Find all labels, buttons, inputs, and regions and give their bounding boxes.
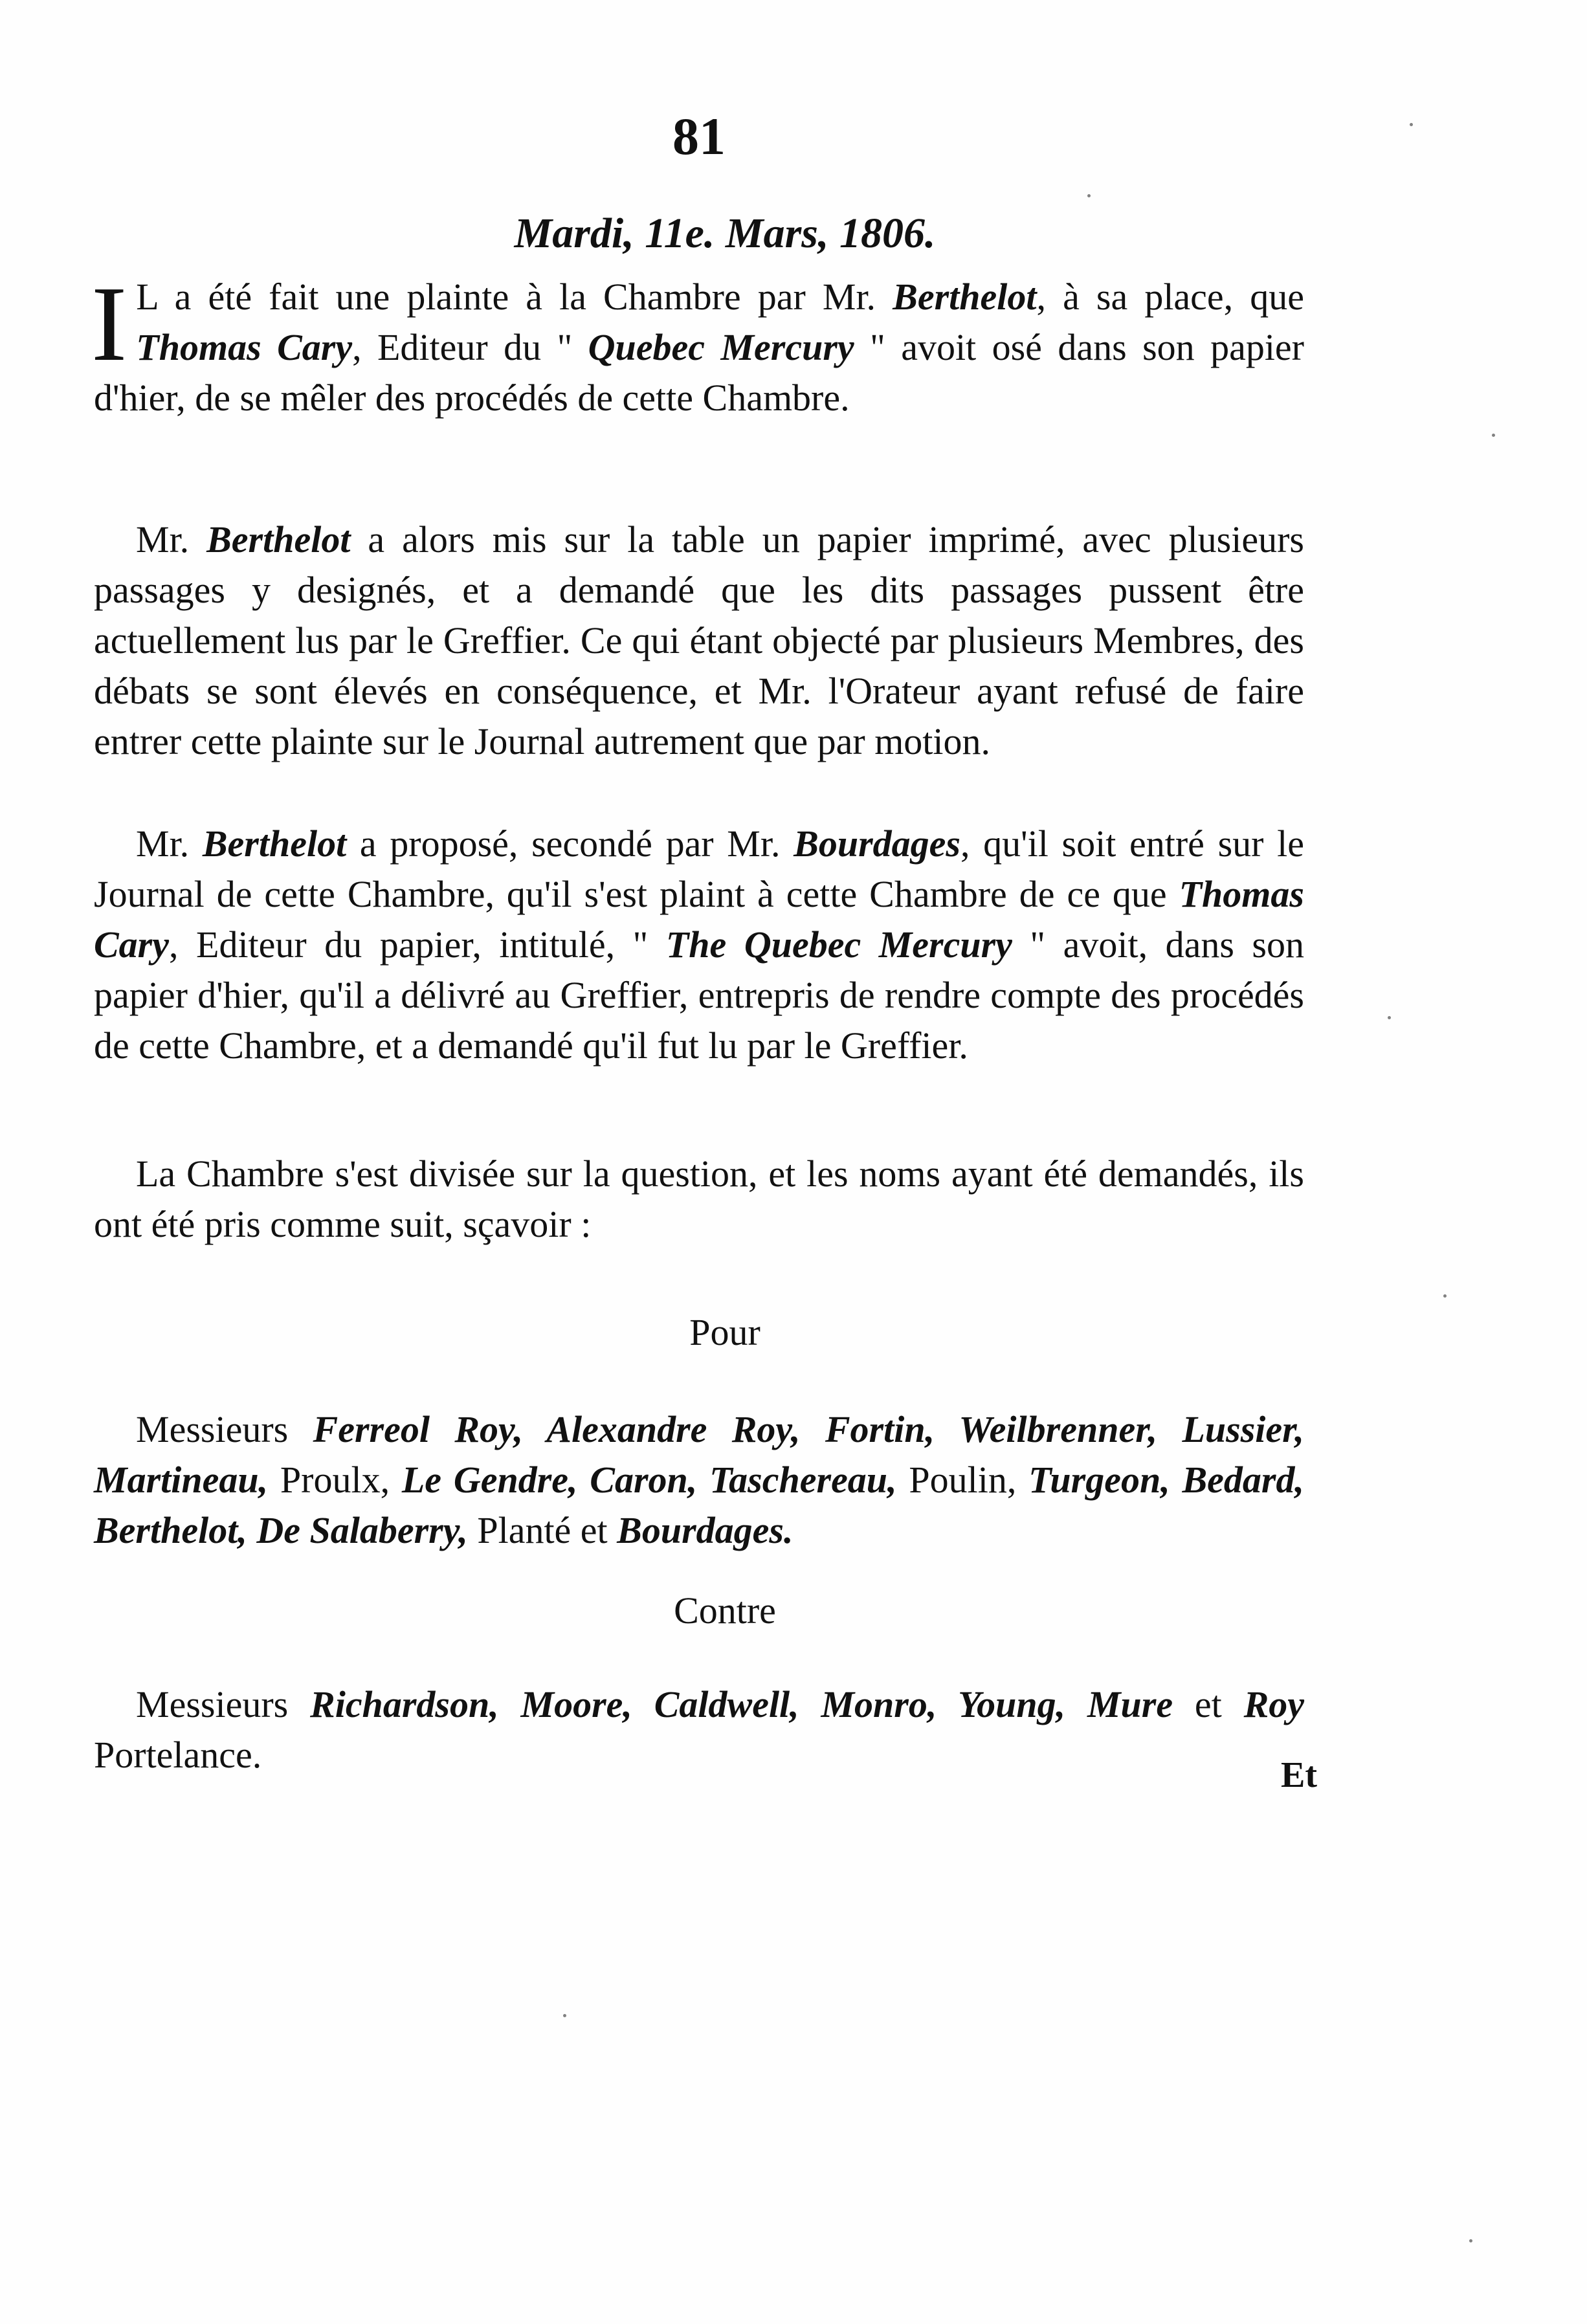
italic-text-run: Bourdages.: [617, 1509, 794, 1551]
paper-speck: [1469, 2239, 1472, 2242]
italic-text-run: Thomas Cary: [136, 326, 353, 368]
text-run: , Editeur du papier, intitulé, ": [169, 924, 666, 966]
text-run: Planté et: [467, 1509, 617, 1551]
contre-names-list: [94, 1679, 1304, 1780]
italic-text-run: Ferreol Roy, Alexandre Roy, Fortin, Weilbrenner, Lussier, Martineau,: [94, 1408, 1304, 1501]
text-run: , à sa place, que: [1036, 276, 1304, 318]
session-date-heading: Mardi, 11e. Mars, 1806.: [514, 210, 936, 257]
italic-text-run: Berthelot: [893, 276, 1037, 318]
text-run: Mr.: [136, 823, 203, 865]
contre-heading: Contre: [674, 1589, 776, 1632]
printed-paper-paragraph-text: [94, 518, 1304, 762]
italic-text-run: Turgeon, Bedard, Berthelot, De Salaberry,: [94, 1459, 1304, 1551]
text-run: Messieurs: [136, 1683, 311, 1725]
paper-speck: [1087, 194, 1091, 197]
italic-text-run: The Quebec Mercury: [665, 924, 1012, 966]
text-run: , Editeur du ": [352, 326, 588, 368]
text-run: Mr.: [136, 518, 207, 560]
italic-text-run: Thomas Cary: [94, 873, 1304, 966]
paper-speck: [1388, 1016, 1391, 1019]
text-run: La Chambre s'est divisée sur la question, et les noms ayant été demandés, ils ont été pris comme suit, sçavoir :: [94, 1153, 1304, 1245]
complaint-paragraph: [91, 264, 1304, 423]
paper-speck: [1410, 123, 1413, 126]
text-run: " avoit, dans son papier d'hier, qu'il a délivré au Greffier, entrepris de rendre compte des procédés de cette Chambre, et a demandé qu'il fut lu par le Greffier.: [94, 924, 1304, 1067]
italic-text-run: Roy: [1243, 1683, 1304, 1725]
text-run: et: [1173, 1683, 1244, 1725]
text-run: " avoit osé dans son papier d'hier, de se mêler des procédés de cette Chambre.: [94, 326, 1304, 419]
contre-names-text: [94, 1683, 1304, 1776]
paper-speck: [563, 2014, 566, 2017]
text-run: L a été fait une plainte à la Chambre par Mr.: [136, 276, 893, 318]
italic-text-run: Berthelot: [202, 823, 347, 865]
text-run: Proulx,: [268, 1459, 402, 1501]
italic-text-run: Le Gendre, Caron, Taschereau,: [401, 1459, 897, 1501]
paper-speck: [1492, 434, 1495, 437]
text-run: a alors mis sur la table un papier imprimé, avec plusieurs passages y designés, et a demandé que les dits passages pussent être actuellement lus par le Greffier. Ce qui étant objecté par plusieurs Membres, des débats se sont élevés en conséquence, et Mr. l'Orateur ayant refusé de faire entrer cette plainte sur le Journal autrement que par motion.: [94, 518, 1304, 762]
text-run: Poulin,: [896, 1459, 1029, 1501]
text-run: , qu'il soit entré sur le Journal de cette Chambre, qu'il s'est plaint à cette Chambre de ce que: [94, 823, 1305, 915]
motion-paragraph-text: [94, 823, 1304, 1067]
italic-text-run: Bourdages: [794, 823, 960, 865]
division-paragraph: [94, 1149, 1304, 1250]
pour-names-list: [94, 1404, 1304, 1556]
text-run: a proposé, secondé par Mr.: [346, 823, 794, 865]
paper-speck: [1443, 1294, 1447, 1298]
italic-text-run: Richardson, Moore, Caldwell, Monro, Young, Mure: [310, 1683, 1173, 1725]
catchword: Et: [1281, 1755, 1317, 1795]
complaint-paragraph-text: [94, 276, 1304, 419]
italic-text-run: Berthelot: [206, 518, 351, 560]
pour-heading: Pour: [689, 1311, 760, 1353]
page-number: 81: [672, 107, 726, 166]
motion-paragraph: [94, 819, 1304, 1071]
drop-cap-initial: I: [91, 264, 128, 383]
text-run: Portelance.: [94, 1734, 262, 1776]
pour-names-text: [94, 1408, 1304, 1551]
italic-text-run: Quebec Mercury: [588, 326, 854, 368]
text-run: Messieurs: [136, 1408, 313, 1450]
division-paragraph-text: [94, 1153, 1304, 1245]
printed-paper-paragraph: [94, 515, 1304, 767]
